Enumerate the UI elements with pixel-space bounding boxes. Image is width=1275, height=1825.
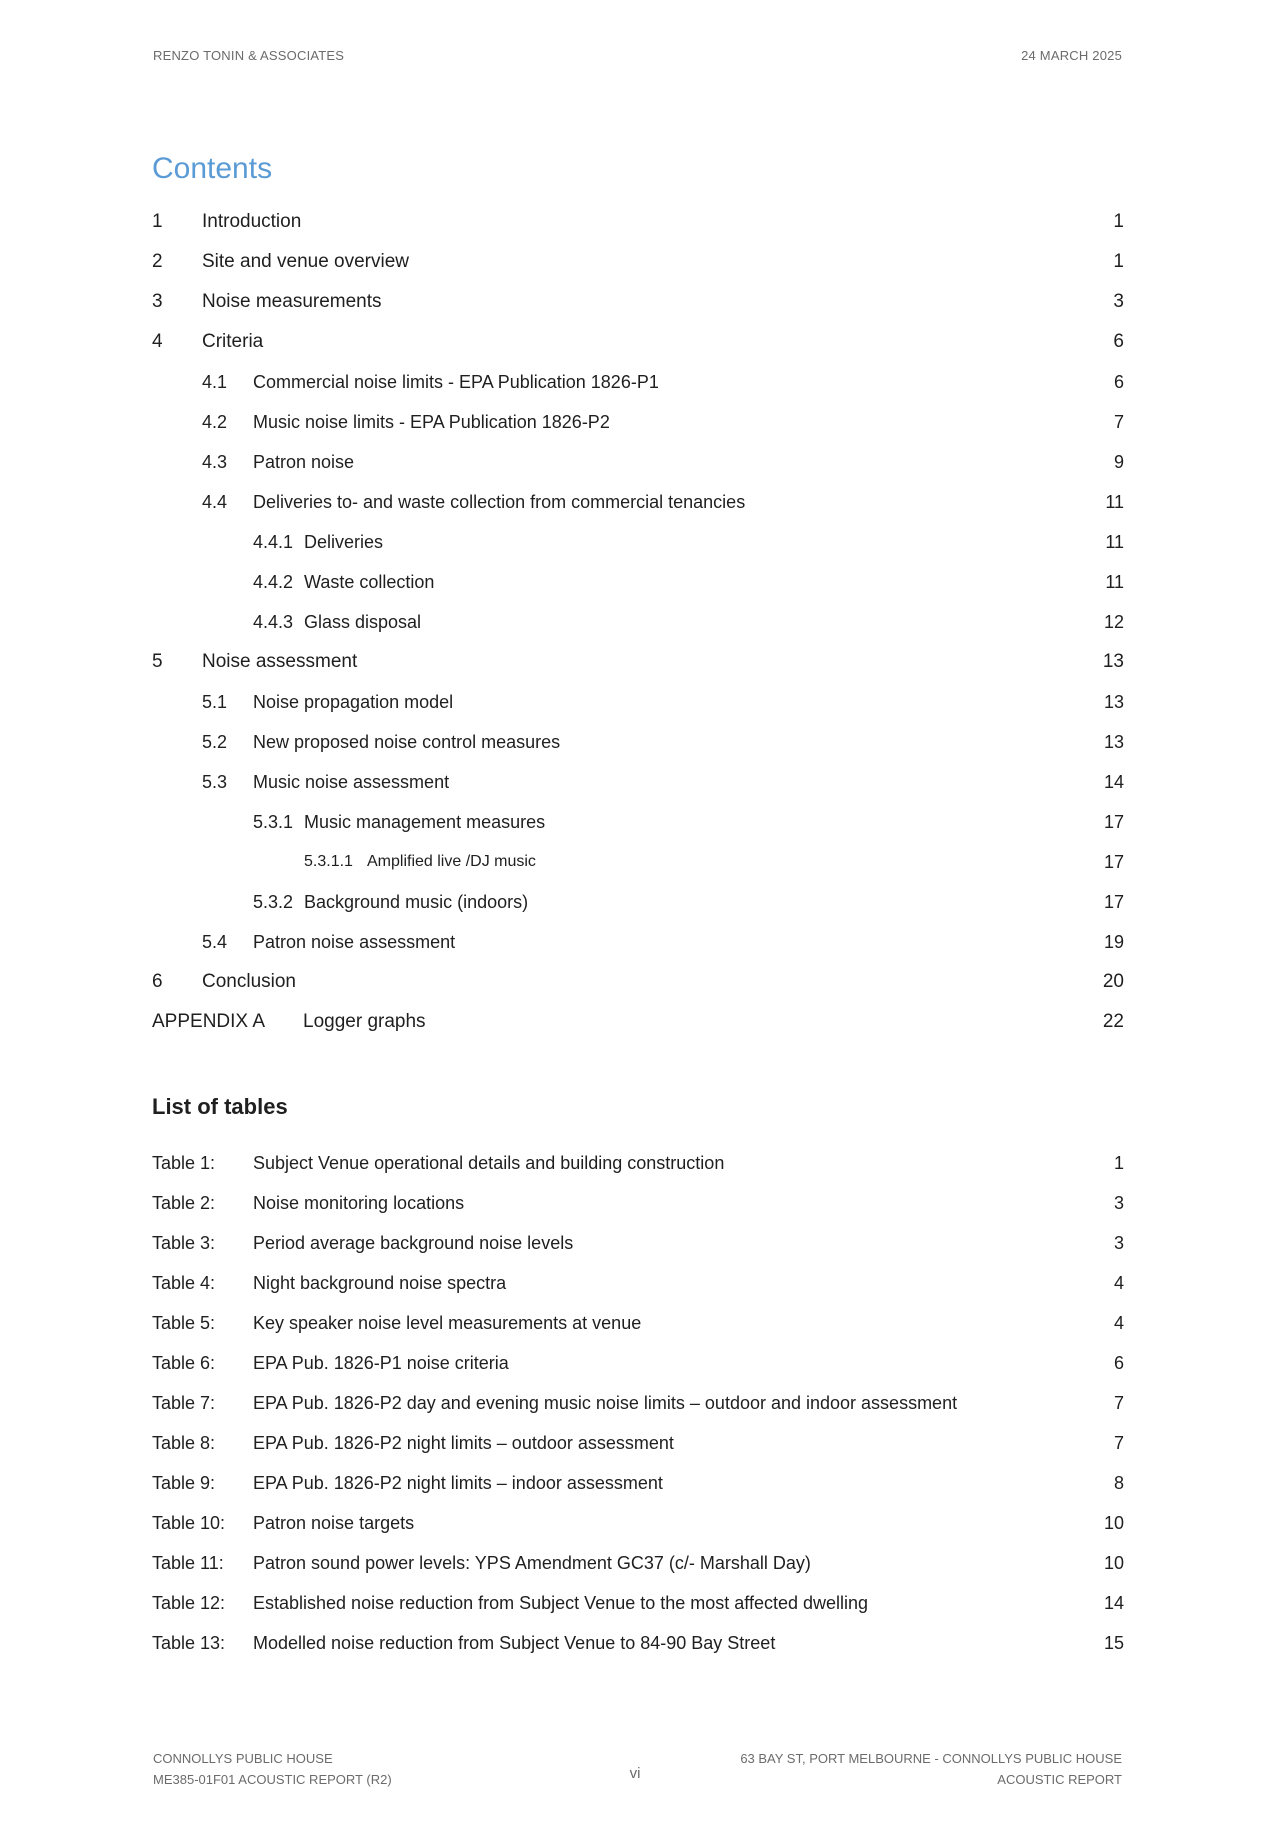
table-list-entry[interactable] bbox=[152, 1623, 1124, 1663]
table-entry-number: Table 11: bbox=[152, 1553, 224, 1573]
toc-entry-page: 13 bbox=[1103, 732, 1124, 752]
toc-entry[interactable] bbox=[152, 802, 1124, 842]
toc-entry-number: 4.4 bbox=[202, 492, 228, 512]
toc-entry-title: Background music (indoors) bbox=[304, 892, 529, 912]
toc-entry-page: 3 bbox=[1113, 291, 1124, 312]
table-entry-number: Table 12: bbox=[152, 1593, 226, 1613]
table-entry-title: Patron noise targets bbox=[253, 1513, 415, 1533]
toc-entry[interactable] bbox=[152, 282, 1124, 322]
table-list-entry[interactable] bbox=[152, 1463, 1124, 1503]
footer-report-type: ACOUSTIC REPORT bbox=[997, 1772, 1122, 1787]
toc-entry-title: Music noise limits - EPA Publication 1826-P2 bbox=[253, 412, 610, 432]
list-of-tables-heading: List of tables bbox=[152, 1094, 288, 1119]
table-entry-title: Subject Venue operational details and building construction bbox=[253, 1153, 725, 1173]
toc-entry[interactable] bbox=[152, 682, 1124, 722]
toc-entry-page: 11 bbox=[1105, 532, 1124, 552]
table-entry-number: Table 4: bbox=[152, 1273, 216, 1293]
table-entry-title: Period average background noise levels bbox=[253, 1233, 574, 1253]
toc-entry-number: 3 bbox=[152, 291, 163, 312]
table-entry-page: 4 bbox=[1113, 1313, 1124, 1333]
table-entry-title: Modelled noise reduction from Subject Venue to 84-90 Bay Street bbox=[253, 1633, 776, 1653]
toc-entry-number: 4.3 bbox=[202, 452, 228, 472]
footer-report-id: ME385-01F01 ACOUSTIC REPORT (R2) bbox=[153, 1772, 392, 1787]
table-entry-title: Key speaker noise level measurements at venue bbox=[253, 1313, 642, 1333]
toc-entry-number: 5.4 bbox=[202, 932, 228, 952]
toc-entry-number: 4.4.3 bbox=[253, 612, 294, 632]
table-entry-page: 1 bbox=[1113, 1153, 1124, 1173]
table-entry-page: 3 bbox=[1113, 1193, 1124, 1213]
table-entry-page: 10 bbox=[1103, 1513, 1124, 1533]
table-list-entry[interactable] bbox=[152, 1223, 1124, 1263]
toc-entry-page: 17 bbox=[1103, 852, 1124, 872]
toc-entry-title: Criteria bbox=[202, 331, 264, 352]
table-entry-number: Table 7: bbox=[152, 1393, 216, 1413]
toc-entry-page: 6 bbox=[1113, 331, 1124, 352]
table-entry-number: Table 13: bbox=[152, 1633, 226, 1653]
toc-entry-number: 5.3.1.1 bbox=[304, 853, 353, 870]
table-list-entry[interactable] bbox=[152, 1423, 1124, 1463]
footer-page-number: vi bbox=[629, 1765, 641, 1782]
toc-entry[interactable] bbox=[152, 642, 1124, 682]
table-entry-number: Table 10: bbox=[152, 1513, 226, 1533]
toc-entry-page: 19 bbox=[1103, 932, 1124, 952]
table-list-entry[interactable] bbox=[152, 1303, 1124, 1343]
footer-address: 63 BAY ST, PORT MELBOURNE - CONNOLLYS PUBLIC HOUSE bbox=[740, 1751, 1122, 1766]
list-of-tables bbox=[152, 1143, 1124, 1663]
toc-entry-title: Deliveries bbox=[304, 532, 384, 552]
toc-entry[interactable] bbox=[152, 602, 1124, 642]
toc-entry-title: Glass disposal bbox=[304, 612, 422, 632]
toc-entry-number: 5.3.2 bbox=[253, 892, 294, 912]
footer-project-name: CONNOLLYS PUBLIC HOUSE bbox=[153, 1751, 333, 1766]
toc-entry-title: Site and venue overview bbox=[202, 251, 410, 272]
toc-entry[interactable] bbox=[152, 562, 1124, 602]
toc-entry-title: Deliveries to- and waste collection from commercial tenancies bbox=[253, 492, 746, 512]
table-entry-page: 10 bbox=[1103, 1553, 1124, 1573]
footer-right bbox=[740, 1748, 1122, 1790]
toc-entry[interactable] bbox=[152, 842, 1124, 882]
table-entry-title: Patron sound power levels: YPS Amendment GC37 (c/- Marshall Day) bbox=[253, 1553, 811, 1573]
table-entry-number: Table 3: bbox=[152, 1233, 216, 1253]
table-entry-title: Night background noise spectra bbox=[253, 1273, 507, 1293]
table-entry-page: 7 bbox=[1113, 1393, 1124, 1413]
table-list-entry[interactable] bbox=[152, 1263, 1124, 1303]
table-list-entry[interactable] bbox=[152, 1383, 1124, 1423]
table-entry-page: 4 bbox=[1113, 1273, 1124, 1293]
toc-entry-number: 4.1 bbox=[202, 372, 228, 392]
toc-entry[interactable] bbox=[152, 762, 1124, 802]
table-entry-number: Table 1: bbox=[152, 1153, 216, 1173]
toc-entry-page: 20 bbox=[1102, 971, 1124, 992]
table-entry-title: EPA Pub. 1826-P2 night limits – indoor assessment bbox=[253, 1473, 663, 1493]
toc-entry-number: 4.4.1 bbox=[253, 532, 294, 552]
toc-entry-number: 5.1 bbox=[202, 692, 228, 712]
toc-entry-page: 7 bbox=[1113, 412, 1124, 432]
toc-entry[interactable] bbox=[152, 362, 1124, 402]
toc-entry[interactable] bbox=[152, 722, 1124, 762]
table-entry-title: EPA Pub. 1826-P2 night limits – outdoor assessment bbox=[253, 1433, 674, 1453]
toc-entry-title: Logger graphs bbox=[303, 1011, 426, 1032]
table-list-entry[interactable] bbox=[152, 1183, 1124, 1223]
toc-entry-page: 11 bbox=[1105, 492, 1124, 512]
toc-entry-page: 17 bbox=[1103, 892, 1124, 912]
toc-entry-title: Conclusion bbox=[202, 971, 296, 992]
table-list-entry[interactable] bbox=[152, 1343, 1124, 1383]
toc-entry[interactable] bbox=[152, 522, 1124, 562]
toc-entry-page: 14 bbox=[1103, 772, 1124, 792]
table-entry-page: 14 bbox=[1103, 1593, 1124, 1613]
toc-entry-page: 9 bbox=[1113, 452, 1124, 472]
toc-entry-number: APPENDIX A bbox=[152, 1011, 265, 1032]
toc-entry[interactable] bbox=[152, 242, 1124, 282]
toc-entry-title: Commercial noise limits - EPA Publication 1826-P1 bbox=[253, 372, 659, 392]
table-entry-title: Noise monitoring locations bbox=[253, 1193, 465, 1213]
toc-entry-number: 5.3.1 bbox=[253, 812, 294, 832]
toc-entry-title: Patron noise assessment bbox=[253, 932, 456, 952]
table-entry-page: 6 bbox=[1113, 1353, 1124, 1373]
header-date: 24 MARCH 2025 bbox=[1021, 48, 1122, 63]
toc-entry-page: 1 bbox=[1113, 251, 1124, 272]
toc-entry[interactable] bbox=[152, 402, 1124, 442]
toc-entry-title: Noise propagation model bbox=[253, 692, 454, 712]
table-of-contents bbox=[152, 202, 1124, 1042]
table-entry-number: Table 8: bbox=[152, 1433, 216, 1453]
toc-entry-number: 1 bbox=[152, 211, 163, 232]
contents-heading: Contents bbox=[152, 152, 273, 185]
table-list-entry[interactable] bbox=[152, 1583, 1124, 1623]
toc-entry-title: Music management measures bbox=[304, 812, 546, 832]
toc-entry[interactable] bbox=[152, 962, 1124, 1002]
toc-entry-page: 1 bbox=[1113, 211, 1124, 232]
toc-entry[interactable] bbox=[152, 882, 1124, 922]
toc-entry-page: 13 bbox=[1103, 692, 1124, 712]
toc-entry-title: Noise assessment bbox=[202, 651, 358, 672]
toc-entry-title: Patron noise bbox=[253, 452, 355, 472]
table-entry-page: 3 bbox=[1113, 1233, 1124, 1253]
toc-entry-number: 6 bbox=[152, 971, 163, 992]
table-entry-title: EPA Pub. 1826-P1 noise criteria bbox=[253, 1353, 509, 1373]
table-entry-page: 15 bbox=[1103, 1633, 1124, 1653]
toc-entry-page: 13 bbox=[1102, 651, 1124, 672]
toc-entry-page: 6 bbox=[1113, 372, 1124, 392]
table-list-entry[interactable] bbox=[152, 1143, 1124, 1183]
toc-entry-number: 4 bbox=[152, 331, 163, 352]
toc-entry[interactable] bbox=[152, 922, 1124, 962]
table-entry-number: Table 5: bbox=[152, 1313, 216, 1333]
footer-left bbox=[153, 1748, 392, 1790]
toc-entry-page: 12 bbox=[1103, 612, 1124, 632]
toc-entry-page: 11 bbox=[1105, 572, 1124, 592]
table-entry-title: Established noise reduction from Subject Venue to the most affected dwelling bbox=[253, 1593, 869, 1613]
toc-entry-title: Waste collection bbox=[304, 572, 435, 592]
toc-entry-number: 5.2 bbox=[202, 732, 228, 752]
toc-entry-number: 4.4.2 bbox=[253, 572, 294, 592]
table-entry-page: 8 bbox=[1113, 1473, 1124, 1493]
table-entry-number: Table 9: bbox=[152, 1473, 216, 1493]
toc-entry-number: 5 bbox=[152, 651, 163, 672]
toc-entry-number: 2 bbox=[152, 251, 163, 272]
table-entry-title: EPA Pub. 1826-P2 day and evening music noise limits – outdoor and indoor assessment bbox=[253, 1393, 958, 1413]
toc-entry-title: New proposed noise control measures bbox=[253, 732, 561, 752]
toc-entry-title: Music noise assessment bbox=[253, 772, 450, 792]
toc-entry[interactable] bbox=[152, 1002, 1124, 1042]
toc-entry-title: Introduction bbox=[202, 211, 302, 232]
toc-entry[interactable] bbox=[152, 202, 1124, 242]
header-company: RENZO TONIN & ASSOCIATES bbox=[153, 48, 345, 63]
table-list-entry[interactable] bbox=[152, 1503, 1124, 1543]
toc-entry-number: 5.3 bbox=[202, 772, 228, 792]
toc-entry[interactable] bbox=[152, 442, 1124, 482]
toc-entry-page: 17 bbox=[1103, 812, 1124, 832]
table-list-entry[interactable] bbox=[152, 1543, 1124, 1583]
toc-entry[interactable] bbox=[152, 322, 1124, 362]
toc-entry-title: Noise measurements bbox=[202, 291, 382, 312]
table-entry-number: Table 2: bbox=[152, 1193, 216, 1213]
toc-entry-page: 22 bbox=[1102, 1011, 1124, 1032]
table-entry-page: 7 bbox=[1113, 1433, 1124, 1453]
toc-entry[interactable] bbox=[152, 482, 1124, 522]
table-entry-number: Table 6: bbox=[152, 1353, 216, 1373]
toc-entry-title: Amplified live /DJ music bbox=[367, 853, 536, 870]
toc-entry-number: 4.2 bbox=[202, 412, 228, 432]
